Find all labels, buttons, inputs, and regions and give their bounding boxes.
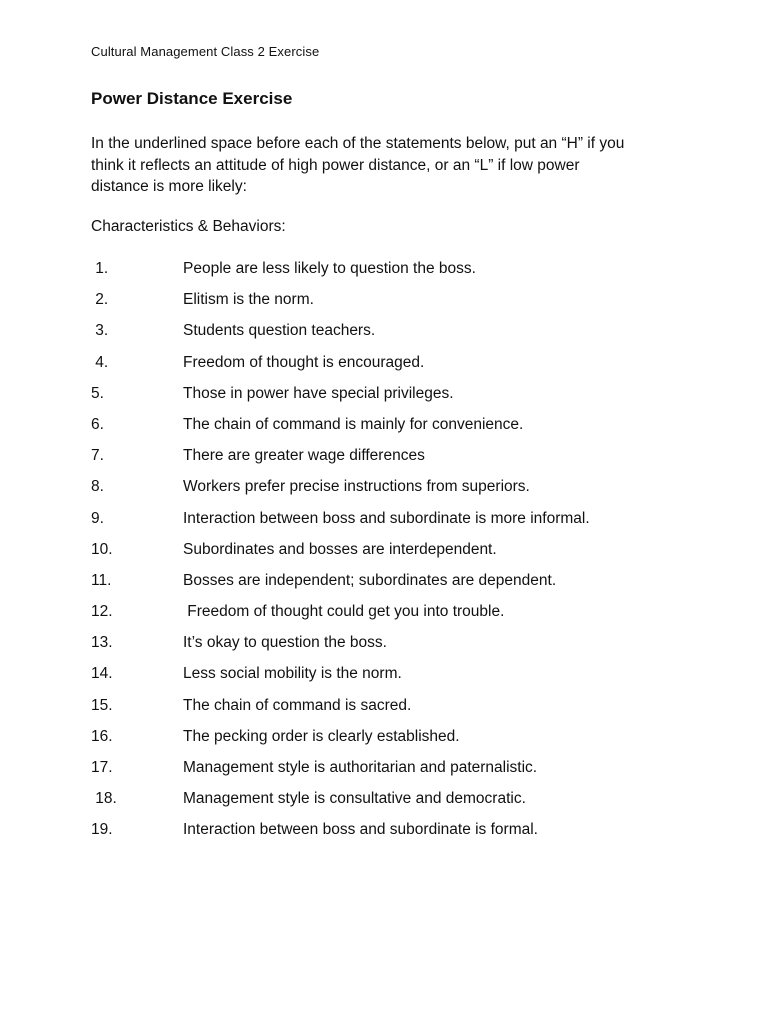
list-item <box>0 539 768 570</box>
item-text: Bosses are independent; subordinates are dependent. <box>183 571 557 589</box>
list-item <box>0 695 768 726</box>
item-number: 11. <box>91 571 112 589</box>
list-item <box>0 445 768 476</box>
item-number: 5. <box>91 384 104 402</box>
list-item <box>0 508 768 539</box>
item-text: Subordinates and bosses are interdependent. <box>183 540 497 558</box>
item-number: 13. <box>91 634 113 652</box>
item-text: The chain of command is mainly for convenience. <box>183 415 524 433</box>
list-item <box>0 788 768 819</box>
item-text: The chain of command is sacred. <box>183 696 412 714</box>
item-text: Less social mobility is the norm. <box>183 665 402 683</box>
item-text: Workers prefer precise instructions from superiors. <box>183 478 530 496</box>
section-label: Characteristics & Behaviors: <box>91 218 286 235</box>
item-text: Freedom of thought could get you into trouble. <box>183 603 505 621</box>
list-item <box>0 726 768 757</box>
item-number: 16. <box>91 727 113 745</box>
item-number: 14. <box>91 665 113 683</box>
list-item <box>0 258 768 289</box>
item-text: People are less likely to question the boss. <box>183 260 476 277</box>
list-item <box>0 383 768 414</box>
item-number: 4. <box>91 353 109 371</box>
item-text: Interaction between boss and subordinate is formal. <box>183 821 538 839</box>
item-number: 18. <box>91 790 117 808</box>
item-number: 9. <box>91 509 104 527</box>
list-item <box>0 819 768 850</box>
list-item <box>0 663 768 694</box>
item-number: 8. <box>91 478 104 496</box>
item-number: 17. <box>91 759 113 776</box>
item-number: 15. <box>91 696 113 714</box>
instructions-line: distance is more likely: <box>91 178 247 195</box>
instructions-line: In the underlined space before each of the statements below, put an “H” if you <box>91 135 625 152</box>
document-header: Cultural Management Class 2 Exercise <box>91 44 320 59</box>
item-number: 6. <box>91 415 104 433</box>
item-text: Management style is authoritarian and paternalistic. <box>183 759 538 776</box>
item-number: 1. <box>91 260 109 277</box>
statement-list <box>0 258 768 851</box>
list-item <box>0 289 768 320</box>
list-item <box>0 320 768 351</box>
instructions-line: think it reflects an attitude of high power distance, or an “L” if low power <box>91 156 580 174</box>
item-number: 3. <box>91 322 109 340</box>
item-number: 19. <box>91 821 113 839</box>
list-item <box>0 476 768 507</box>
instructions-paragraph <box>91 133 691 198</box>
item-text: Those in power have special privileges. <box>183 384 454 402</box>
page-title: Power Distance Exercise <box>91 89 293 108</box>
list-item <box>0 601 768 632</box>
list-item <box>0 632 768 663</box>
list-item <box>0 352 768 383</box>
item-number: 12. <box>91 603 113 621</box>
list-item <box>0 570 768 601</box>
item-text: Interaction between boss and subordinate is more informal. <box>183 509 590 527</box>
item-text: The pecking order is clearly established. <box>183 727 460 745</box>
item-text: It’s okay to question the boss. <box>183 634 387 652</box>
item-text: Freedom of thought is encouraged. <box>183 353 425 371</box>
list-item <box>0 757 768 788</box>
item-text: Management style is consultative and democratic. <box>183 790 526 808</box>
item-number: 7. <box>91 447 104 465</box>
item-text: Students question teachers. <box>183 322 376 340</box>
list-item <box>0 414 768 445</box>
item-number: 2. <box>91 291 109 309</box>
item-number: 10. <box>91 540 113 558</box>
item-text: Elitism is the norm. <box>183 291 314 309</box>
item-text: There are greater wage differences <box>183 447 425 465</box>
